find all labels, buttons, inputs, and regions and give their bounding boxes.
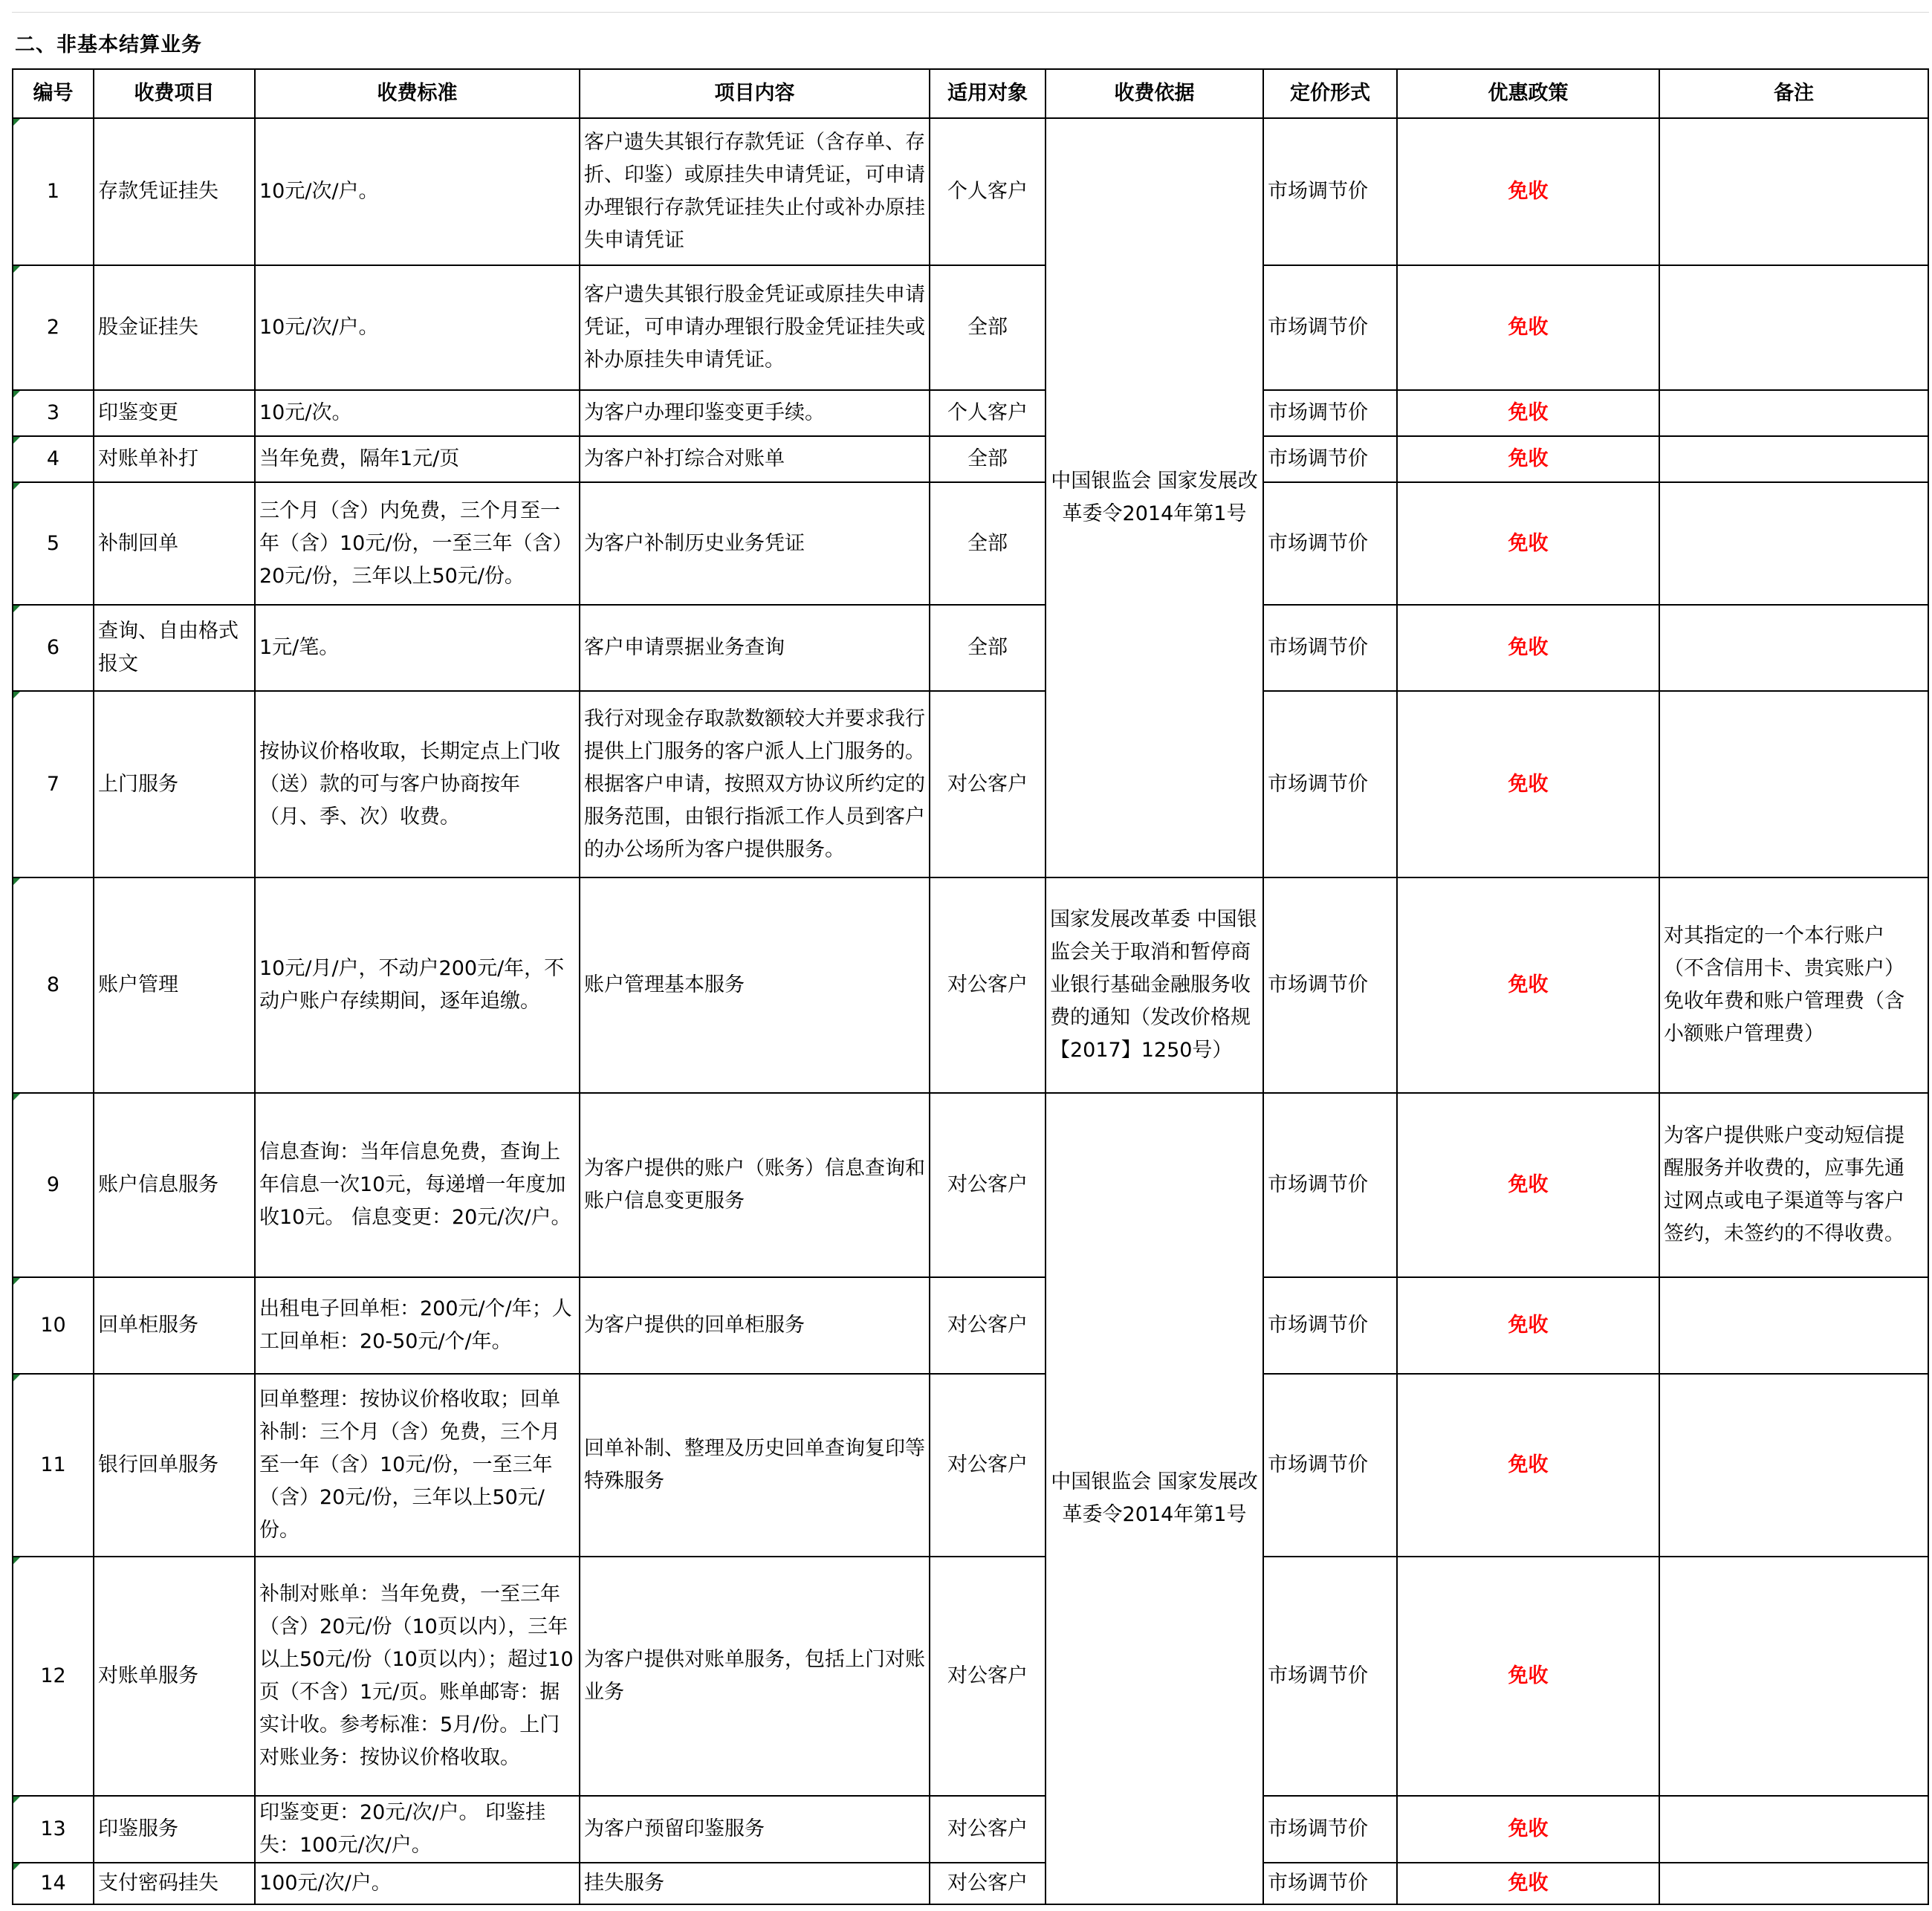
cell-pricing[interactable]: 市场调节价 [1263,1557,1397,1796]
cell-content[interactable]: 为客户提供对账单服务，包括上门对账业务 [580,1557,930,1796]
cell-remark[interactable] [1659,118,1928,265]
cell-discount[interactable]: 免收 [1397,605,1659,691]
cell-remark[interactable] [1659,691,1928,877]
cell-pricing[interactable]: 市场调节价 [1263,265,1397,390]
cell-pricing[interactable]: 市场调节价 [1263,390,1397,436]
cell-no[interactable]: 6 [13,605,94,691]
cell-no[interactable]: 10 [13,1277,94,1374]
table-row [13,877,1928,1093]
cell-pricing[interactable]: 市场调节价 [1263,1277,1397,1374]
cell-item[interactable]: 补制回单 [94,482,255,605]
cell-discount[interactable]: 免收 [1397,1796,1659,1863]
cell-standard[interactable]: 回单整理：按协议价格收取；回单补制：三个月（含）免费，三个月至一年（含）10元/份，一至三年（含）20元/份，三年以上50元/份。 [255,1374,580,1557]
section-title: 二、非基本结算业务 [15,33,202,56]
cell-remark[interactable]: 对其指定的一个本行账户（不含信用卡、贵宾账户）免收年费和账户管理费（含小额账户管理费） [1659,877,1928,1093]
header-target[interactable]: 适用对象 [930,69,1046,118]
header-content[interactable]: 项目内容 [580,69,930,118]
cell-item[interactable]: 上门服务 [94,691,255,877]
table-row [13,265,1928,390]
cell-content[interactable]: 客户遗失其银行股金凭证或原挂失申请凭证，可申请办理银行股金凭证挂失或补办原挂失申请凭证。 [580,265,930,390]
header-row [13,69,1928,118]
cell-remark[interactable] [1659,605,1928,691]
cell-discount[interactable]: 免收 [1397,1863,1659,1904]
cell-remark[interactable] [1659,1863,1928,1904]
cell-target[interactable]: 对公客户 [930,877,1046,1093]
cell-discount[interactable]: 免收 [1397,436,1659,482]
cell-standard[interactable]: 10元/次/户。 [255,265,580,390]
cell-standard[interactable]: 印鉴变更：20元/次/户。 印鉴挂失：100元/次/户。 [255,1796,580,1863]
cell-target[interactable]: 个人客户 [930,118,1046,265]
cell-no[interactable]: 5 [13,482,94,605]
cell-discount[interactable]: 免收 [1397,1277,1659,1374]
cell-content[interactable]: 我行对现金存取款数额较大并要求我行提供上门服务的客户派人上门服务的。根据客户申请，按照双方协议所约定的服务范围，由银行指派工作人员到客户的办公场所为客户提供服务。 [580,691,930,877]
cell-remark[interactable] [1659,265,1928,390]
cell-discount[interactable]: 免收 [1397,390,1659,436]
cell-remark[interactable] [1659,1557,1928,1796]
cell-discount[interactable]: 免收 [1397,118,1659,265]
cell-pricing[interactable]: 市场调节价 [1263,1374,1397,1557]
cell-content[interactable]: 为客户提供的回单柜服务 [580,1277,930,1374]
cell-content[interactable]: 为客户补打综合对账单 [580,436,930,482]
cell-pricing[interactable]: 市场调节价 [1263,118,1397,265]
cell-remark[interactable] [1659,1796,1928,1863]
cell-standard[interactable]: 三个月（含）内免费，三个月至一年（含）10元/份，一至三年（含）20元/份，三年以上50元/份。 [255,482,580,605]
cell-remark[interactable]: 为客户提供账户变动短信提醒服务并收费的，应事先通过网点或电子渠道等与客户签约，未签约的不得收费。 [1659,1093,1928,1277]
cell-target[interactable]: 对公客户 [930,1557,1046,1796]
cell-item[interactable]: 印鉴变更 [94,390,255,436]
header-discount[interactable]: 优惠政策 [1397,69,1659,118]
cell-content[interactable]: 客户申请票据业务查询 [580,605,930,691]
cell-content[interactable]: 回单补制、整理及历史回单查询复印等特殊服务 [580,1374,930,1557]
cell-pricing[interactable]: 市场调节价 [1263,482,1397,605]
table-row [13,118,1928,265]
cell-content[interactable]: 挂失服务 [580,1863,930,1904]
cell-item[interactable]: 回单柜服务 [94,1277,255,1374]
cell-no[interactable]: 11 [13,1374,94,1557]
cell-basis-group-2[interactable]: 国家发展改革委 中国银监会关于取消和暂停商业银行基础金融服务收费的通知（发改价格规【2017】1250号） [1046,877,1263,1093]
cell-no[interactable]: 8 [13,877,94,1093]
cell-standard[interactable]: 100元/次/户。 [255,1863,580,1904]
table-row [13,436,1928,482]
cell-target[interactable]: 对公客户 [930,1374,1046,1557]
cell-standard[interactable]: 10元/月/户，不动户200元/年，不动户账户存续期间，逐年追缴。 [255,877,580,1093]
cell-pricing[interactable]: 市场调节价 [1263,1863,1397,1904]
cell-remark[interactable] [1659,1277,1928,1374]
header-basis[interactable]: 收费依据 [1046,69,1263,118]
cell-pricing[interactable]: 市场调节价 [1263,691,1397,877]
top-divider [12,12,1929,13]
cell-discount[interactable]: 免收 [1397,482,1659,605]
cell-content[interactable]: 为客户补制历史业务凭证 [580,482,930,605]
cell-item[interactable]: 账户管理 [94,877,255,1093]
cell-standard[interactable]: 按协议价格收取，长期定点上门收（送）款的可与客户协商按年（月、季、次）收费。 [255,691,580,877]
cell-target[interactable]: 对公客户 [930,1796,1046,1863]
cell-target[interactable]: 全部 [930,482,1046,605]
cell-discount[interactable]: 免收 [1397,1093,1659,1277]
cell-item[interactable]: 股金证挂失 [94,265,255,390]
table-row [13,1374,1928,1557]
cell-no[interactable]: 12 [13,1557,94,1796]
cell-target[interactable]: 全部 [930,265,1046,390]
cell-remark[interactable] [1659,436,1928,482]
cell-target[interactable]: 对公客户 [930,1277,1046,1374]
table-row [13,1557,1928,1796]
cell-pricing[interactable]: 市场调节价 [1263,436,1397,482]
cell-content[interactable]: 为客户预留印鉴服务 [580,1796,930,1863]
cell-standard[interactable]: 出租电子回单柜：200元/个/年；人工回单柜：20-50元/个/年。 [255,1277,580,1374]
cell-item[interactable]: 印鉴服务 [94,1796,255,1863]
cell-pricing[interactable]: 市场调节价 [1263,605,1397,691]
cell-standard[interactable]: 补制对账单：当年免费，一至三年（含）20元/份（10页以内），三年以上50元/份（10页以内）；超过10页（不含）1元/页。账单邮寄：据实计收。参考标准：5月/份。上门对账业务：按协议价格收取。 [255,1557,580,1796]
cell-content[interactable]: 账户管理基本服务 [580,877,930,1093]
cell-remark[interactable] [1659,1374,1928,1557]
header-remark[interactable]: 备注 [1659,69,1928,118]
header-standard[interactable]: 收费标准 [255,69,580,118]
cell-basis-group-3[interactable]: 中国银监会 国家发展改革委令2014年第1号 [1046,1093,1263,1904]
cell-content[interactable]: 为客户办理印鉴变更手续。 [580,390,930,436]
cell-discount[interactable]: 免收 [1397,691,1659,877]
cell-no[interactable]: 7 [13,691,94,877]
cell-discount[interactable]: 免收 [1397,1557,1659,1796]
cell-no[interactable]: 4 [13,436,94,482]
cell-target[interactable]: 对公客户 [930,1093,1046,1277]
cell-target[interactable]: 全部 [930,605,1046,691]
cell-no[interactable]: 1 [13,118,94,265]
table-row [13,1093,1928,1277]
cell-basis-group-1[interactable]: 中国银监会 国家发展改革委令2014年第1号 [1046,118,1263,877]
cell-discount[interactable]: 免收 [1397,877,1659,1093]
table-row [13,1796,1928,1863]
header-pricing[interactable]: 定价形式 [1263,69,1397,118]
cell-remark[interactable] [1659,390,1928,436]
cell-item[interactable]: 查询、自由格式报文 [94,605,255,691]
header-item[interactable]: 收费项目 [94,69,255,118]
cell-standard[interactable]: 1元/笔。 [255,605,580,691]
cell-no[interactable]: 2 [13,265,94,390]
cell-standard[interactable]: 当年免费，隔年1元/页 [255,436,580,482]
table-row [13,390,1928,436]
cell-target[interactable]: 个人客户 [930,390,1046,436]
cell-no[interactable]: 9 [13,1093,94,1277]
cell-no[interactable]: 13 [13,1796,94,1863]
cell-pricing[interactable]: 市场调节价 [1263,1093,1397,1277]
cell-item[interactable]: 对账单服务 [94,1557,255,1796]
cell-item[interactable]: 账户信息服务 [94,1093,255,1277]
cell-standard[interactable]: 10元/次。 [255,390,580,436]
cell-pricing[interactable]: 市场调节价 [1263,877,1397,1093]
cell-discount[interactable]: 免收 [1397,265,1659,390]
cell-target[interactable]: 全部 [930,436,1046,482]
fee-table [12,68,1929,1905]
header-no[interactable]: 编号 [13,69,94,118]
cell-item[interactable]: 支付密码挂失 [94,1863,255,1904]
cell-item[interactable]: 存款凭证挂失 [94,118,255,265]
cell-remark[interactable] [1659,482,1928,605]
table-row [13,605,1928,691]
cell-pricing[interactable]: 市场调节价 [1263,1796,1397,1863]
table-row [13,482,1928,605]
cell-standard[interactable]: 信息查询：当年信息免费，查询上年信息一次10元，每递增一年度加收10元。 信息变更：20元/次/户。 [255,1093,580,1277]
cell-target[interactable]: 对公客户 [930,1863,1046,1904]
table-row [13,1277,1928,1374]
cell-standard[interactable]: 10元/次/户。 [255,118,580,265]
table-row [13,691,1928,877]
cell-content[interactable]: 为客户提供的账户（账务）信息查询和账户信息变更服务 [580,1093,930,1277]
cell-discount[interactable]: 免收 [1397,1374,1659,1557]
cell-item[interactable]: 银行回单服务 [94,1374,255,1557]
cell-no[interactable]: 3 [13,390,94,436]
table-row [13,1863,1928,1904]
cell-target[interactable]: 对公客户 [930,691,1046,877]
cell-content[interactable]: 客户遗失其银行存款凭证（含存单、存折、印鉴）或原挂失申请凭证，可申请办理银行存款凭证挂失止付或补办原挂失申请凭证 [580,118,930,265]
cell-item[interactable]: 对账单补打 [94,436,255,482]
cell-no[interactable]: 14 [13,1863,94,1904]
